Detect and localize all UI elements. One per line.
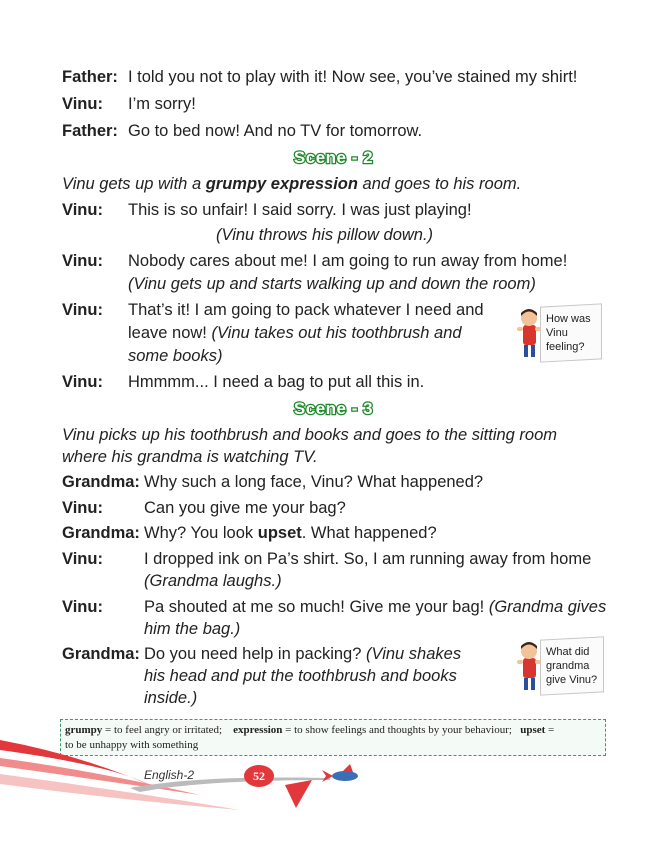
speaker: Vinu: (62, 201, 103, 219)
speaker: Grandma: (62, 524, 140, 542)
glossary-line: grumpy = to feel angry or irritated; expression = to show feelings and thoughts by your behaviour; upset = (65, 724, 555, 736)
speaker: Vinu: (62, 598, 103, 616)
bold-term: grumpy expression (205, 175, 358, 193)
speaker: Father: (62, 122, 118, 140)
boy-character-icon (514, 638, 544, 694)
page-number: 52 (244, 765, 274, 787)
dialogue-text: Nobody cares about me! I am going to run away from home! (128, 252, 568, 270)
speaker: Vinu: (62, 499, 103, 517)
dialogue-text: Why? You look upset. What happened? (144, 524, 437, 542)
speaker: Father: (62, 68, 118, 86)
glossary-word: upset (520, 724, 546, 736)
stage-direction: (Vinu throws his pillow down.) (216, 226, 434, 244)
speaker: Vinu: (62, 550, 103, 568)
dialogue-text: Why such a long face, Vinu? What happened? (144, 473, 484, 491)
dialogue-text: Go to bed now! And no TV for tomorrow. (128, 122, 423, 140)
stage-direction: (Grandma laughs.) (144, 572, 282, 590)
speaker: Grandma: (62, 473, 140, 491)
dialogue-text: This is so unfair! I said sorry. I was just playing! (128, 201, 472, 219)
glossary-word: expression (233, 724, 283, 736)
dialogue-text: That’s it! I am going to pack whatever I need and (128, 301, 484, 319)
footer-swoosh-decoration (0, 700, 667, 847)
glossary-line: to be unhappy with something (65, 739, 199, 751)
boy-character-icon (514, 305, 544, 361)
scene-intro: Vinu gets up with a grumpy expression and goes to his room. (62, 175, 522, 193)
speaker: Vinu: (62, 252, 103, 270)
speaker: Vinu: (62, 373, 103, 391)
scene-2-title: Scene - 2 (293, 148, 374, 167)
dialogue-text: Do you need help in packing? (Vinu shakes (144, 645, 462, 663)
side-note-text: What did grandma give Vinu? (546, 646, 598, 686)
glossary-word: grumpy (65, 724, 103, 736)
scene-intro: where his grandma is watching TV. (62, 448, 318, 466)
bold-term: upset (257, 524, 302, 542)
speaker: Vinu: (62, 95, 103, 113)
scene-3-title: Scene - 3 (293, 399, 374, 418)
stage-direction: his head and put the toothbrush and books (144, 667, 457, 685)
scene-intro: Vinu picks up his toothbrush and books and goes to the sitting room (62, 426, 558, 444)
stage-direction: (Vinu gets up and starts walking up and down the room) (128, 275, 536, 293)
stage-direction: some books) (128, 347, 223, 365)
dialogue-text: I told you not to play with it! Now see, you’ve stained my shirt! (128, 68, 578, 86)
dialogue-text-cont: leave now! (Vinu takes out his toothbrush and (128, 324, 462, 342)
speaker: Vinu: (62, 301, 103, 319)
speaker: Grandma: (62, 645, 140, 663)
book-title: English-2 (144, 768, 195, 782)
dialogue-text: Pa shouted at me so much! Give me your bag! (Grandma gives (144, 598, 607, 616)
dialogue-text: Hmmmm... I need a bag to put all this in. (128, 373, 425, 391)
side-note-text: How was Vinu feeling? (546, 313, 591, 353)
dialogue-text: Can you give me your bag? (144, 499, 346, 517)
stage-direction: him the bag.) (144, 620, 241, 638)
dialogue-text: I’m sorry! (128, 95, 196, 113)
dialogue-text: I dropped ink on Pa’s shirt. So, I am running away from home (144, 550, 592, 568)
stage-direction: inside.) (144, 689, 198, 707)
